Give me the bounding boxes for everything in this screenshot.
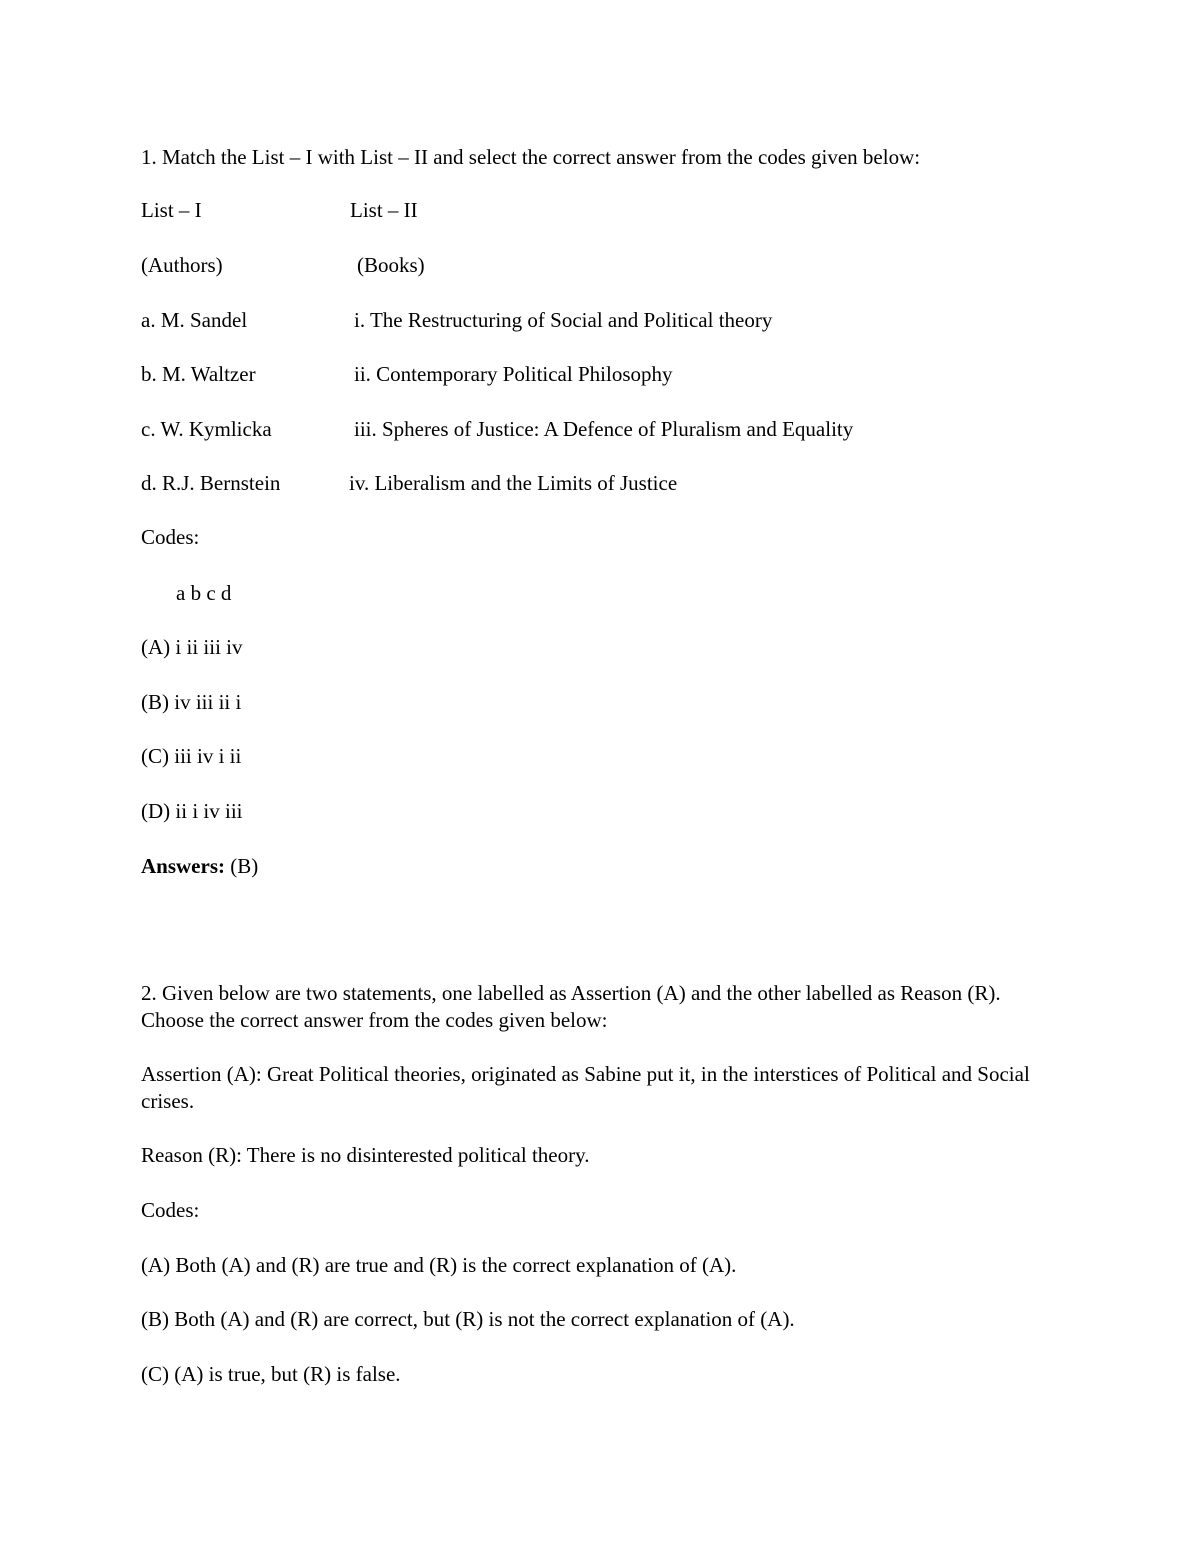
q2-option: (A) Both (A) and (R) are true and (R) is the correct explanation of (A). <box>141 1253 737 1277</box>
q1-answer-value: (B) <box>225 854 259 878</box>
q2-codes-label: Codes: <box>141 1198 200 1222</box>
q2-assertion: Assertion (A): Great Political theories, originated as Sabine put it, in the interstices of Political and Social crises. <box>141 1062 1030 1113</box>
q1-codes-label: Codes: <box>141 525 200 549</box>
q1-list2-sub: (Books) <box>357 253 425 277</box>
q1-codes-header: a b c d <box>176 581 232 605</box>
q1-row-left: c. W. Kymlicka <box>141 417 272 441</box>
q1-option: (B) iv iii ii i <box>141 690 242 714</box>
q1-prompt: 1. Match the List – I with List – II and select the correct answer from the codes given below: <box>141 145 921 169</box>
q1-option: (A) i ii iii iv <box>141 635 243 659</box>
q1-option: (D) ii i iv iii <box>141 799 243 823</box>
q2-prompt: 2. Given below are two statements, one labelled as Assertion (A) and the other labelled as Reason (R). Choose the correct answer from the codes given below: <box>141 981 1001 1032</box>
q1-row-right: iv. Liberalism and the Limits of Justice <box>349 471 678 495</box>
q1-row-left: d. R.J. Bernstein <box>141 471 281 495</box>
q1-row-right: ii. Contemporary Political Philosophy <box>354 362 673 386</box>
q1-row-left: a. M. Sandel <box>141 308 248 332</box>
q1-option: (C) iii iv i ii <box>141 744 242 768</box>
q1-answer-label: Answers: <box>141 854 225 878</box>
q2-reason: Reason (R): There is no disinterested political theory. <box>141 1143 590 1167</box>
q1-row-left: b. M. Waltzer <box>141 362 256 386</box>
q1-list1-heading: List – I <box>141 198 202 222</box>
q1-row-right: i. The Restructuring of Social and Political theory <box>354 308 773 332</box>
q1-row-right: iii. Spheres of Justice: A Defence of Pluralism and Equality <box>354 417 854 441</box>
q1-list2-heading: List – II <box>350 198 418 222</box>
q2-option: (C) (A) is true, but (R) is false. <box>141 1362 401 1386</box>
q1-list1-sub: (Authors) <box>141 253 223 277</box>
q1-answer <box>141 853 258 879</box>
q2-option: (B) Both (A) and (R) are correct, but (R) is not the correct explanation of (A). <box>141 1307 795 1331</box>
